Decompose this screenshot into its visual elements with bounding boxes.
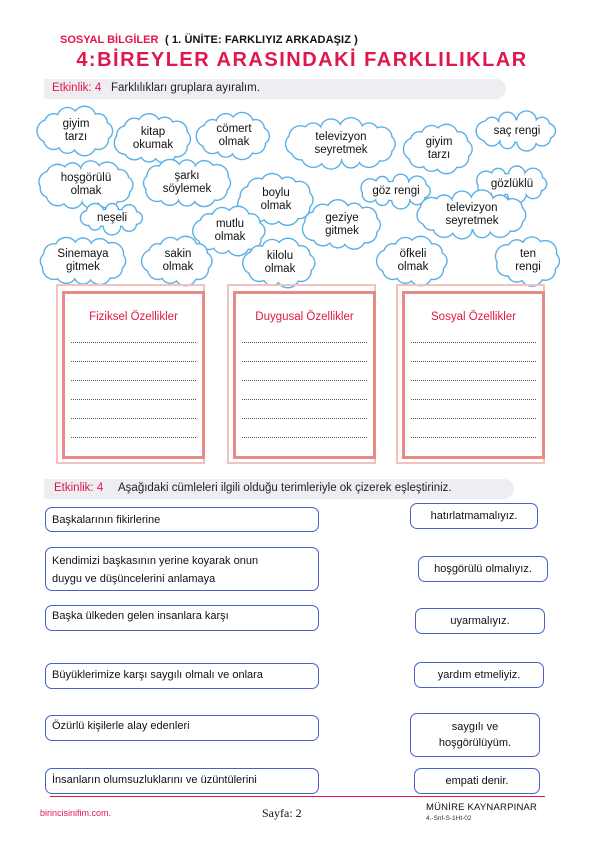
sentence-box[interactable]: [45, 715, 319, 741]
cloud-item: [40, 110, 112, 152]
sentence-box[interactable]: [45, 547, 319, 591]
cloud-word: göz rengi: [372, 184, 420, 197]
subject-label: SOSYAL BİLGİLER: [60, 34, 159, 46]
sentence-text: Kendimizi başkasının yerine koyarak onun duygu ve düşüncelerini anlamaya: [52, 555, 259, 585]
cloud-word: boylu olmak: [260, 187, 292, 212]
activity2-label: Etkinlik: 4: [54, 482, 104, 494]
cloud-word: Sinemaya gitmek: [57, 248, 109, 273]
group-title: Duygusal Özellikler: [255, 311, 354, 323]
cloud-item: [498, 240, 558, 282]
group-box-emotional: [227, 284, 376, 464]
cloud-item: [38, 164, 134, 206]
cloud-word: sakin olmak: [162, 248, 194, 273]
term-box[interactable]: saygılı ve hoşgörülüyüm.: [410, 713, 540, 757]
page-title: 4:BİREYLER ARASINDAKİ FARKLILIKLAR: [76, 49, 528, 71]
cloud-word: öfkeli olmak: [397, 248, 429, 273]
answer-line[interactable]: [242, 342, 367, 343]
cloud-word: ten rengi: [515, 248, 541, 273]
cloud-word: neşeli: [96, 211, 128, 224]
cloud-item: [143, 162, 231, 204]
cloud-item: [246, 242, 314, 284]
term-box[interactable]: uyarmalıyız.: [415, 608, 545, 634]
answer-line[interactable]: [411, 399, 536, 400]
cloud-item: [40, 240, 126, 282]
cloud-word: gözlüklü: [490, 177, 534, 190]
cloud-word: televizyon seyretmek: [314, 131, 368, 156]
activity2-header: [44, 479, 514, 499]
cloud-word: televizyon seyretmek: [445, 202, 499, 227]
cloud-word: şarkı söylemek: [162, 170, 212, 195]
cloud-item: [145, 240, 211, 282]
answer-line[interactable]: [242, 399, 367, 400]
cloud-item: [407, 128, 471, 170]
answer-line[interactable]: [242, 380, 367, 381]
cloud-item: [477, 114, 557, 148]
unit-label: ( 1. ÜNİTE: FARKLIYIZ ARKADAŞIZ ): [165, 34, 358, 46]
answer-line[interactable]: [411, 380, 536, 381]
sentence-box[interactable]: [45, 663, 319, 689]
sentence-box[interactable]: [45, 507, 319, 532]
answer-line[interactable]: [71, 342, 196, 343]
sentence-text: Özürlü kişilerle alay edenleri: [52, 720, 190, 732]
term-box[interactable]: hatırlatmamalıyız.: [410, 503, 538, 529]
activity2-instruction: Aşağıdaki cümleleri ilgili olduğu terimleriyle ok çizerek eşleştiriniz.: [118, 482, 452, 494]
cloud-item: [80, 204, 144, 232]
footer-divider: [50, 796, 545, 797]
sentence-box[interactable]: [45, 768, 319, 794]
sentence-box[interactable]: [45, 605, 319, 631]
term-box[interactable]: hoşgörülü olmalıyız.: [418, 556, 548, 582]
page-number: Sayfa: 2: [262, 806, 302, 820]
cloud-item: [380, 240, 446, 282]
answer-line[interactable]: [411, 342, 536, 343]
term-box[interactable]: empati denir.: [414, 768, 540, 794]
cloud-item: [199, 116, 269, 156]
cloud-item: [304, 204, 380, 246]
author-name: MÜNİRE KAYNARPINAR: [426, 802, 538, 813]
sentence-text: Başka ülkeden gelen insanlara karşı: [52, 610, 229, 622]
answer-line[interactable]: [242, 361, 367, 362]
cloud-word: kitap okumak: [132, 126, 174, 151]
cloud-word: giyim tarzı: [62, 118, 90, 143]
cloud-item: [116, 118, 190, 160]
cloud-item: [285, 122, 397, 166]
cloud-word: giyim tarzı: [425, 136, 453, 161]
sentence-text: Başkalarının fikirlerine: [52, 514, 161, 526]
answer-line[interactable]: [411, 361, 536, 362]
cloud-word: mutlu olmak: [214, 218, 246, 243]
activity1-instruction: Farklılıkları gruplara ayıralım.: [111, 82, 260, 94]
answer-line[interactable]: [71, 361, 196, 362]
activity1-header: [44, 79, 506, 99]
footer-site: birincisinifim.com.: [40, 808, 112, 818]
cloud-item: [416, 194, 528, 236]
answer-line[interactable]: [71, 380, 196, 381]
cloud-word: saç rengi: [493, 124, 541, 137]
answer-line[interactable]: [242, 437, 367, 438]
group-title: Sosyal Özellikler: [431, 311, 516, 323]
activity1-label: Etkinlik: 4: [52, 82, 102, 94]
group-title: Fiziksel Özellikler: [89, 311, 178, 323]
answer-line[interactable]: [71, 437, 196, 438]
cloud-word: cömert olmak: [216, 123, 252, 148]
answer-line[interactable]: [71, 399, 196, 400]
answer-line[interactable]: [411, 418, 536, 419]
group-box-physical: [56, 284, 205, 464]
cloud-word: kilolu olmak: [264, 250, 296, 275]
sentence-text: İnsanların olumsuzluklarını ve üzüntülerini: [52, 774, 257, 786]
answer-line[interactable]: [242, 418, 367, 419]
document-code: 4.-Snf-S-1Ht-02: [426, 815, 472, 822]
answer-line[interactable]: [411, 437, 536, 438]
term-box[interactable]: yardım etmeliyiz.: [414, 662, 544, 688]
sentence-text: Büyüklerimize karşı saygılı olmalı ve onlara: [52, 669, 263, 681]
answer-line[interactable]: [71, 418, 196, 419]
cloud-word: hoşgörülü olmak: [60, 172, 112, 197]
cloud-word: geziye gitmek: [325, 212, 359, 237]
group-box-social: [396, 284, 545, 464]
